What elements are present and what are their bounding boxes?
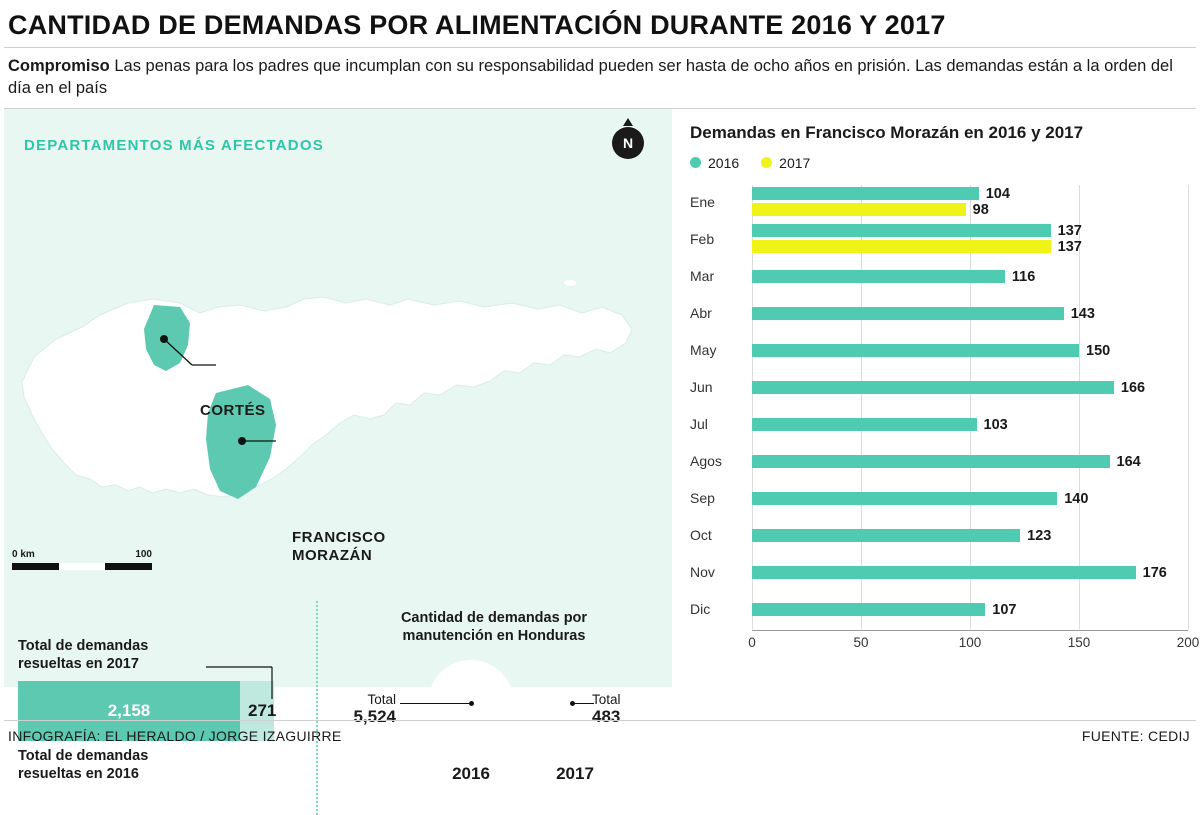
total-2016-caption: Total	[367, 692, 396, 708]
month-label: Abr	[690, 305, 712, 322]
row-bars	[752, 270, 1188, 286]
compass-north-icon	[612, 127, 644, 159]
row-bars	[752, 344, 1188, 360]
bar-value-label: 123	[1027, 527, 1052, 544]
resolved-2016-bar: 2,158	[18, 681, 240, 741]
bar-value-label: 137	[1057, 238, 1082, 255]
bar-2016	[752, 490, 1089, 507]
chart-panel	[672, 109, 1200, 693]
bar-value-label: 98	[972, 201, 989, 218]
month-label: Dic	[690, 601, 711, 618]
bar-2016	[752, 342, 1111, 359]
legend-item-2016	[690, 155, 739, 171]
chart-x-axis	[752, 630, 1188, 631]
bar-value-label: 137	[1057, 222, 1082, 239]
chart-row	[690, 296, 1188, 333]
resolved-2016-caption: Total de demandas resueltas en 2016	[18, 747, 149, 782]
lead-label: Compromiso	[8, 57, 110, 75]
resolved-2017-caption: Total de demandas resueltas en 2017	[18, 637, 149, 672]
bar-value-label: 150	[1086, 342, 1111, 359]
month-label: Jul	[690, 416, 708, 433]
year-label-2017: 2017	[556, 764, 594, 784]
chart-row	[690, 481, 1188, 518]
chart-row	[690, 185, 1188, 222]
row-bars	[752, 307, 1188, 323]
vertical-dotted-divider	[316, 601, 318, 815]
bar-value-label: 103	[983, 416, 1008, 433]
map-panel-title: DEPARTAMENTOS MÁS AFECTADOS	[24, 136, 324, 154]
page-title: CANTIDAD DE DEMANDAS POR ALIMENTACIÓN DURANTE 2016 Y 2017	[8, 10, 946, 40]
row-bars	[752, 381, 1188, 397]
lead-paragraph	[0, 48, 1200, 108]
footer-source: FUENTE: CEDIJ	[1081, 728, 1190, 744]
row-bars	[752, 603, 1188, 619]
scale-max-label: 100	[135, 548, 152, 560]
chart-row	[690, 222, 1188, 259]
chart-row	[690, 592, 1188, 629]
legend-label-2017: 2017	[779, 154, 811, 171]
month-label: Agos	[690, 453, 722, 470]
map-svg	[4, 157, 672, 557]
map-country-shape	[22, 297, 632, 497]
row-bars	[752, 492, 1188, 508]
month-label: Jun	[690, 379, 713, 396]
bar-value-label: 143	[1070, 305, 1095, 322]
bar-value-label: 140	[1064, 490, 1089, 507]
map-scale-bar	[12, 549, 152, 570]
x-tick-label: 200	[1176, 634, 1200, 650]
total-2016-value: 5,524	[353, 707, 396, 727]
x-tick-label: 100	[958, 634, 982, 650]
bar-2016	[752, 416, 1008, 433]
national-totals-block	[334, 609, 654, 784]
bar-2016	[752, 527, 1052, 544]
chart-row	[690, 407, 1188, 444]
year-label-2016: 2016	[452, 764, 490, 784]
month-label: May	[690, 342, 717, 359]
honduras-map	[4, 157, 672, 564]
chart-title: Demandas en Francisco Morazán en 2016 y 2017	[690, 122, 1084, 142]
leader-2017	[572, 703, 594, 704]
bar-2016	[752, 564, 1167, 581]
row-bars	[752, 187, 1188, 219]
x-tick-label: 0	[748, 634, 756, 650]
national-totals-title: Cantidad de demandas por manutención en Honduras	[400, 609, 588, 645]
total-2017-caption: Total	[592, 692, 621, 708]
month-label: Oct	[690, 527, 712, 544]
gridline	[1188, 185, 1189, 629]
chart-row	[690, 444, 1188, 481]
bar-2016	[752, 185, 1010, 202]
chart-rows	[690, 185, 1188, 629]
chart-legend	[690, 155, 1196, 171]
legend-swatch-2016	[690, 157, 701, 168]
map-label-francisco-morazan: FRANCISCO MORAZÁN	[292, 528, 386, 564]
x-tick-label: 150	[1067, 634, 1091, 650]
total-2017-value: 483	[592, 707, 621, 727]
bar-value-label: 164	[1116, 453, 1141, 470]
month-label: Nov	[690, 564, 715, 581]
bar-2017	[752, 201, 989, 218]
bar-value-label: 107	[992, 601, 1017, 618]
month-label: Sep	[690, 490, 715, 507]
compass-label: N	[622, 134, 634, 151]
legend-label-2016: 2016	[708, 154, 740, 171]
chart-row	[690, 555, 1188, 592]
chart-row	[690, 518, 1188, 555]
map-label-cortes: CORTÉS	[200, 401, 266, 419]
bar-2016	[752, 601, 1017, 618]
bar-2017	[752, 238, 1082, 255]
bar-value-label: 104	[985, 185, 1010, 202]
scale-min-label: 0 km	[12, 548, 35, 560]
bar-value-label: 116	[1011, 268, 1036, 285]
chart-row	[690, 333, 1188, 370]
legend-item-2017	[761, 155, 810, 171]
row-bars	[752, 455, 1188, 471]
bar-2016	[752, 453, 1141, 470]
legend-swatch-2017	[761, 157, 772, 168]
lead-text: Las penas para los padres que incumplan con su responsabilidad pueden ser hasta de ocho años en prisión. Las demandas están a la orden del día en el país	[8, 57, 1173, 97]
bar-2016	[752, 305, 1095, 322]
bar-value-label: 166	[1120, 379, 1146, 396]
resolved-leader-line	[204, 665, 274, 701]
chart-row	[690, 370, 1188, 407]
row-bars	[752, 566, 1188, 582]
footer-credit: INFOGRAFÍA: EL HERALDO / JORGE IZAGUIRRE	[8, 728, 342, 744]
chart-x-ticks	[748, 633, 1200, 655]
bar-2016	[752, 379, 1146, 396]
row-bars	[752, 529, 1188, 545]
x-tick-label: 50	[853, 634, 869, 650]
resolved-2017-value: 271	[248, 700, 277, 720]
bar-value-label: 176	[1142, 564, 1167, 581]
month-label: Mar	[690, 268, 715, 285]
month-label: Ene	[690, 194, 715, 211]
row-bars	[752, 418, 1188, 434]
bar-2016	[752, 222, 1082, 239]
bar-chart	[690, 185, 1200, 655]
month-label: Feb	[690, 231, 715, 248]
row-bars	[752, 224, 1188, 256]
footer	[0, 720, 1200, 754]
chart-row	[690, 259, 1188, 296]
leader-2016	[400, 703, 470, 704]
bar-2016	[752, 268, 1036, 285]
